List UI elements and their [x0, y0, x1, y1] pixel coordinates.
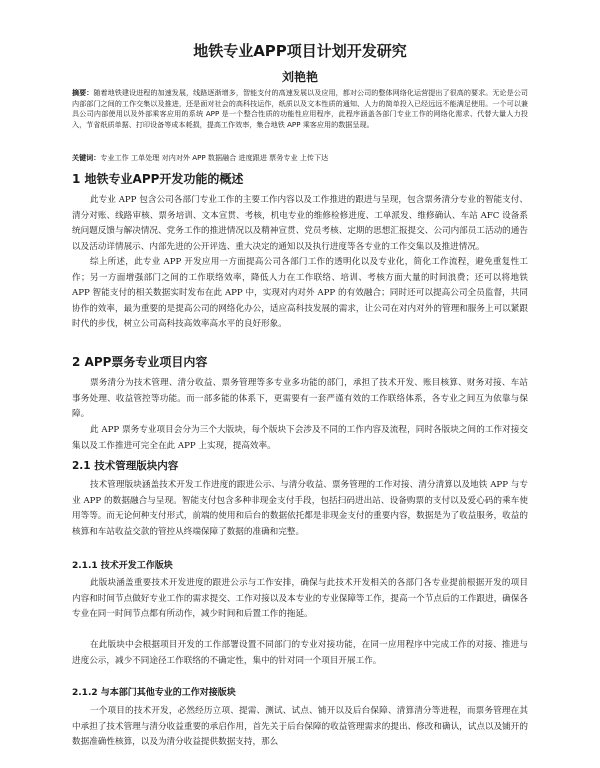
abstract [72, 88, 528, 130]
section-2-1-1-paragraph-1: 此版块涵盖重要技术开发进度的跟进公示与工作安排，确保与此技术开发相关的各部门各专业提前根据开发的项目内容和时间节点做好专业工作的需求提交、工作对接以及本专业的专业保障等工作，提高一个节点后的工作跟进，确保各专业在同一时间节点都有所动作，减少时间和后置工作的拖延。 [72, 578, 528, 619]
section-2-paragraph-2: 此 APP 票务专业项目会分为三个大版块，每个版块下会涉及不同的工作内容及流程，同时各版块之间的工作对接交集以及工作推进可完全在此 APP 上实现，提高效率。 [72, 425, 528, 451]
section-2-1-1-heading: 2.1.1 技术开发工作版块 [72, 561, 173, 571]
section-2-1-paragraph-1: 技术管理版块涵盖技术开发工作进度的跟进公示、与清分收益、票务管理的工作对接、清分清算以及地铁 APP 与专业 APP 的数据融合与呈现。智能支付包含多种非现金支付手段，包括扫码进出站、设备购票的支付以及爱心码的乘车使用等等。而无论何种支付形式，前端的使用和后台的数据依托都是非现金支付的重要内容，数据是为了收益服务，收益的核算和车站收益交款的管控从终端保障了数据的准确和完整。 [72, 480, 528, 537]
section-2-1-heading: 2.1 技术管理版块内容 [72, 460, 179, 472]
abstract-label: 摘要： [72, 88, 94, 97]
keywords [72, 153, 528, 164]
section-2-1-1-paragraph-2: 在此版块中会根据项目开发的工作部署设置不同部门的专业对接功能，在同一应用程序中完成工作的对接、推进与进度公示，减少不同途径工作联络的不确定性，集中的针对同一个项目开展工作。 [72, 640, 528, 666]
paper-title: 地铁专业APP项目计划开发研究 [193, 42, 407, 60]
section-1-heading: 1 地铁专业APP开发功能的概述 [72, 172, 244, 186]
section-1-paragraph-1: 此专业 APP 包含公司各部门专业工作的主要工作内容以及工作推进的跟进与呈现，包含票务清分专业的智能支付、清分对账、线路审核、票务培训、文本宣贯、考核，机电专业的维修检修进度、工单派发、维修确认、车站 AFC 设备系统问题反馈与解决情况、党务工作的推进情况以及精神宣贯、党员考核、定期的思想汇报提交、公司内部员工活动的通告以及活动详情展示、内部先进的公开评选、重大决定的通知以及执行进度等各专业的工作交集以及推进情况。 [72, 195, 528, 252]
keywords-label: 关键词： [72, 153, 101, 162]
keywords-text: 专业工作 工单处理 对内对外 APP 数据融合 进度跟进 票务专业 上传下达 [100, 153, 329, 162]
section-2-1-2-heading: 2.1.2 与本部门其他专业的工作对接版块 [72, 688, 236, 698]
section-2-1-2-paragraph-1: 一个项目的技术开发，必然经历立项、提需、测试、试点、铺开以及后台保障、清算清分等进程，而票务管理在其中承担了技术管理与清分收益重要的承启作用，首先关于后台保障的收益管理需求的提出、修改和确认，试点以及铺开的数据准确性核算，以及为清分收益提供数据支持，那么 [72, 706, 528, 747]
section-1-paragraph-2: 综上所述，此专业 APP 开发应用一方面提高公司各部门工作的透明化以及专业化，简化工作流程，避免重复性工作；另一方面增强部门之间的工作联络效率，降低人力在工作联络、培训、考核方面大量的时间浪费；还可以将地铁 APP 智能支付的相关数据实时发布在此 APP 中，实现对内对外 APP 的有效融合；同时还可以提高公司全员监督，共同协作的效率，最为重要的是提高公司的网络化办公，适应高科技发展的需求，让公司在对内对外的管理和服务上可以紧跟时代的步伐，树立公司高科技高效率高水平的良好形象。 [72, 257, 528, 329]
section-2-paragraph-1: 票务清分为技术管理、清分收益、票务管理等多专业多功能的部门，承担了技术开发、账目核算、财务对接、车站事务处理、收益管控等功能。而一部多能的体系下，更需要有一套严谨有效的工作联络体系，各专业之间互为依靠与保障。 [72, 378, 528, 419]
author-name: 刘艳艳 [281, 70, 318, 84]
abstract-text: 随着地铁建设进程的加速发展，线路逐渐增多，智能支付的高速发展以及应用，都对公司的整体网络化运营提出了很高的要求。无论是公司内部部门之间的工作交集以及推进，还是面对社会的高科技运作，纸质以及文本性质的通知、人力的简单投入已经远远不能满足使用。一个可以兼具公司内部使用以及外部乘客应用的系统 APP 是一个整合性质的功能性应用程序，此程序涵盖各部门专业工作的网络化需求、代替大量人力投入，节省纸质单据、打印设备等成本耗损，提高工作效率，集合地铁 APP 乘客应用的数据呈现。 [72, 88, 529, 129]
section-2-heading: 2 APP票务专业项目内容 [72, 355, 208, 369]
